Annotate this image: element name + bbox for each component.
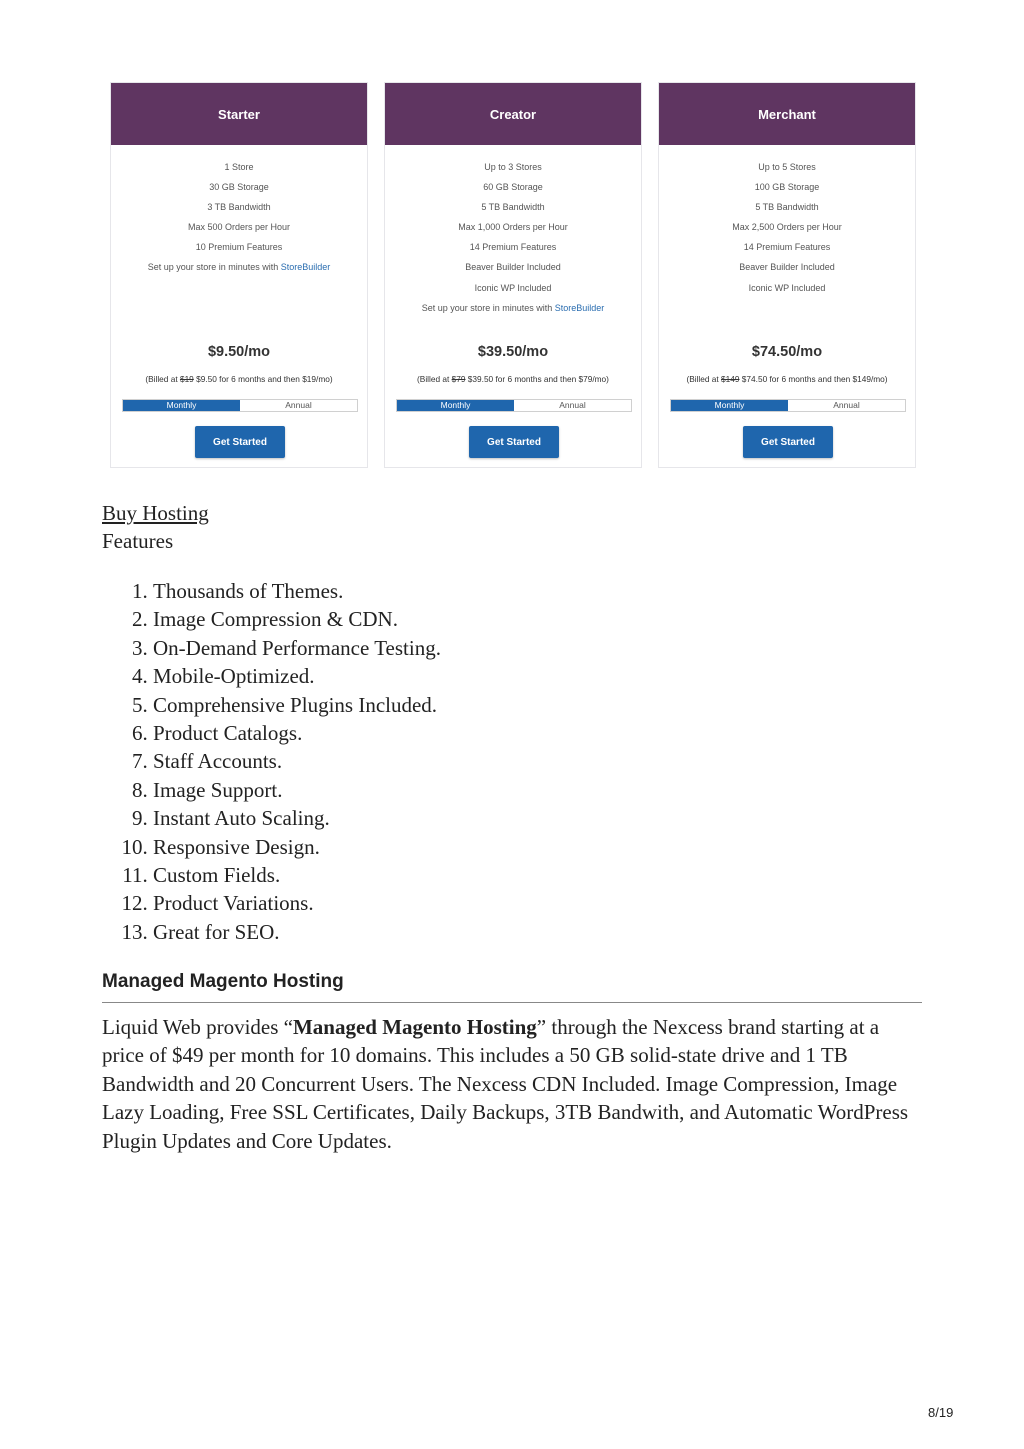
para-text-after: ” through the Nexcess brand starting at a price of $49 per month for 10 domains. This includes a 50 GB solid-state drive and 1 TB Bandwidth and 20 Concurrent Users. The Nexcess CDN Included. Image Compression, Image Lazy Loading, Free SSL Certificates, Daily Backups, 3TB Bandwith, and Automatic WordPress Plugin Updates and Core Updates. — [102, 1015, 909, 1153]
plan-feature: Up to 5 Stores — [758, 162, 816, 172]
billed-old-price: $19 — [179, 374, 194, 384]
page-number: 8/19 — [928, 1405, 954, 1420]
plan-feature-list — [111, 145, 367, 278]
plan-title: Starter — [111, 83, 367, 145]
plan-feature: 30 GB Storage — [209, 182, 269, 193]
list-item: 10. Responsive Design. — [153, 833, 853, 861]
plan-feature: 5 TB Bandwidth — [755, 202, 819, 213]
get-started-button[interactable]: Get Started — [743, 426, 833, 458]
list-item: 2. Image Compression & CDN. — [153, 605, 853, 633]
plan-billing-note — [111, 374, 367, 384]
plan-feature: Up to 3 Stores — [484, 162, 542, 172]
plan-feature-storebuilder — [111, 257, 367, 277]
toggle-monthly[interactable]: Monthly — [671, 400, 788, 411]
list-item: 7. Staff Accounts. — [153, 747, 853, 775]
toggle-annual[interactable]: Annual — [514, 400, 631, 411]
list-item: 12. Product Variations. — [153, 889, 853, 917]
plan-feature: Max 500 Orders per Hour — [187, 222, 291, 233]
list-item: 4. Mobile-Optimized. — [153, 662, 853, 690]
plan-title: Merchant — [659, 83, 915, 145]
plan-feature: 5 TB Bandwidth — [481, 202, 545, 213]
section-heading: Managed Magento Hosting — [102, 971, 344, 992]
plan-billing-note — [385, 374, 641, 384]
billed-suffix: $74.50 for 6 months and then $149/mo) — [739, 374, 888, 384]
plan-feature-list — [659, 145, 915, 298]
plan-price: $74.50/mo — [751, 344, 823, 360]
toggle-monthly[interactable]: Monthly — [123, 400, 240, 411]
plan-price: $9.50/mo — [207, 344, 271, 360]
toggle-monthly[interactable]: Monthly — [397, 400, 514, 411]
get-started-button[interactable]: Get Started — [469, 426, 559, 458]
plan-card-starter — [110, 82, 368, 468]
plan-feature: 60 GB Storage — [483, 182, 543, 193]
section-divider — [102, 1002, 922, 1003]
billed-prefix: (Billed at — [686, 374, 722, 384]
buy-hosting-link[interactable]: Buy Hosting — [102, 501, 209, 525]
get-started-button[interactable]: Get Started — [195, 426, 285, 458]
pricing-plans — [110, 82, 918, 470]
billing-toggle — [122, 399, 358, 412]
plan-feature: 10 Premium Features — [195, 242, 283, 253]
section-paragraph — [102, 1013, 924, 1155]
plan-feature: Beaver Builder Included — [739, 262, 835, 273]
list-item: 1. Thousands of Themes. — [153, 577, 853, 605]
billed-suffix: $9.50 for 6 months and then $19/mo) — [193, 374, 333, 384]
plan-feature: Iconic WP Included — [748, 282, 826, 293]
plan-billing-note — [659, 374, 915, 384]
list-item: 3. On-Demand Performance Testing. — [153, 634, 853, 662]
plan-feature: 3 TB Bandwidth — [207, 202, 271, 213]
plan-feature: Max 1,000 Orders per Hour — [458, 222, 568, 233]
plan-feature: Iconic WP Included — [474, 282, 552, 293]
toggle-annual[interactable]: Annual — [788, 400, 905, 411]
toggle-annual[interactable]: Annual — [240, 400, 357, 411]
para-text-before: Liquid Web provides “ — [102, 1015, 293, 1039]
plan-feature-storebuilder — [385, 298, 641, 318]
list-item: 6. Product Catalogs. — [153, 719, 853, 747]
plan-card-merchant — [658, 82, 916, 468]
plan-feature: 14 Premium Features — [743, 242, 831, 253]
plan-feature: Beaver Builder Included — [465, 262, 561, 273]
plan-feature: 1 Store — [224, 162, 254, 172]
storebuilder-link[interactable]: StoreBuilder — [280, 262, 331, 273]
plan-feature: 100 GB Storage — [754, 182, 820, 193]
list-item: 11. Custom Fields. — [153, 861, 853, 889]
billed-old-price: $79 — [451, 374, 466, 384]
plan-feature: Max 2,500 Orders per Hour — [732, 222, 842, 233]
storebuilder-link[interactable]: StoreBuilder — [554, 302, 605, 313]
feature-list — [102, 577, 853, 946]
features-label: Features — [102, 529, 174, 553]
plan-title: Creator — [385, 83, 641, 145]
plan-feature-list — [385, 145, 641, 318]
billing-toggle — [670, 399, 906, 412]
plan-feature: 14 Premium Features — [469, 242, 557, 253]
list-item: 8. Image Support. — [153, 776, 853, 804]
billing-toggle — [396, 399, 632, 412]
plan-price: $39.50/mo — [477, 344, 549, 360]
list-item: 9. Instant Auto Scaling. — [153, 804, 853, 832]
list-item: 13. Great for SEO. — [153, 918, 853, 946]
billed-suffix: $39.50 for 6 months and then $79/mo) — [465, 374, 609, 384]
storebuilder-text: Set up your store in minutes with — [421, 302, 555, 313]
billed-prefix: (Billed at — [145, 374, 180, 384]
plan-card-creator — [384, 82, 642, 468]
billed-old-price: $149 — [721, 374, 740, 384]
para-bold-text: Managed Magento Hosting — [292, 1015, 537, 1039]
list-item: 5. Comprehensive Plugins Included. — [153, 691, 853, 719]
billed-prefix: (Billed at — [417, 374, 452, 384]
storebuilder-text: Set up your store in minutes with — [147, 262, 281, 273]
